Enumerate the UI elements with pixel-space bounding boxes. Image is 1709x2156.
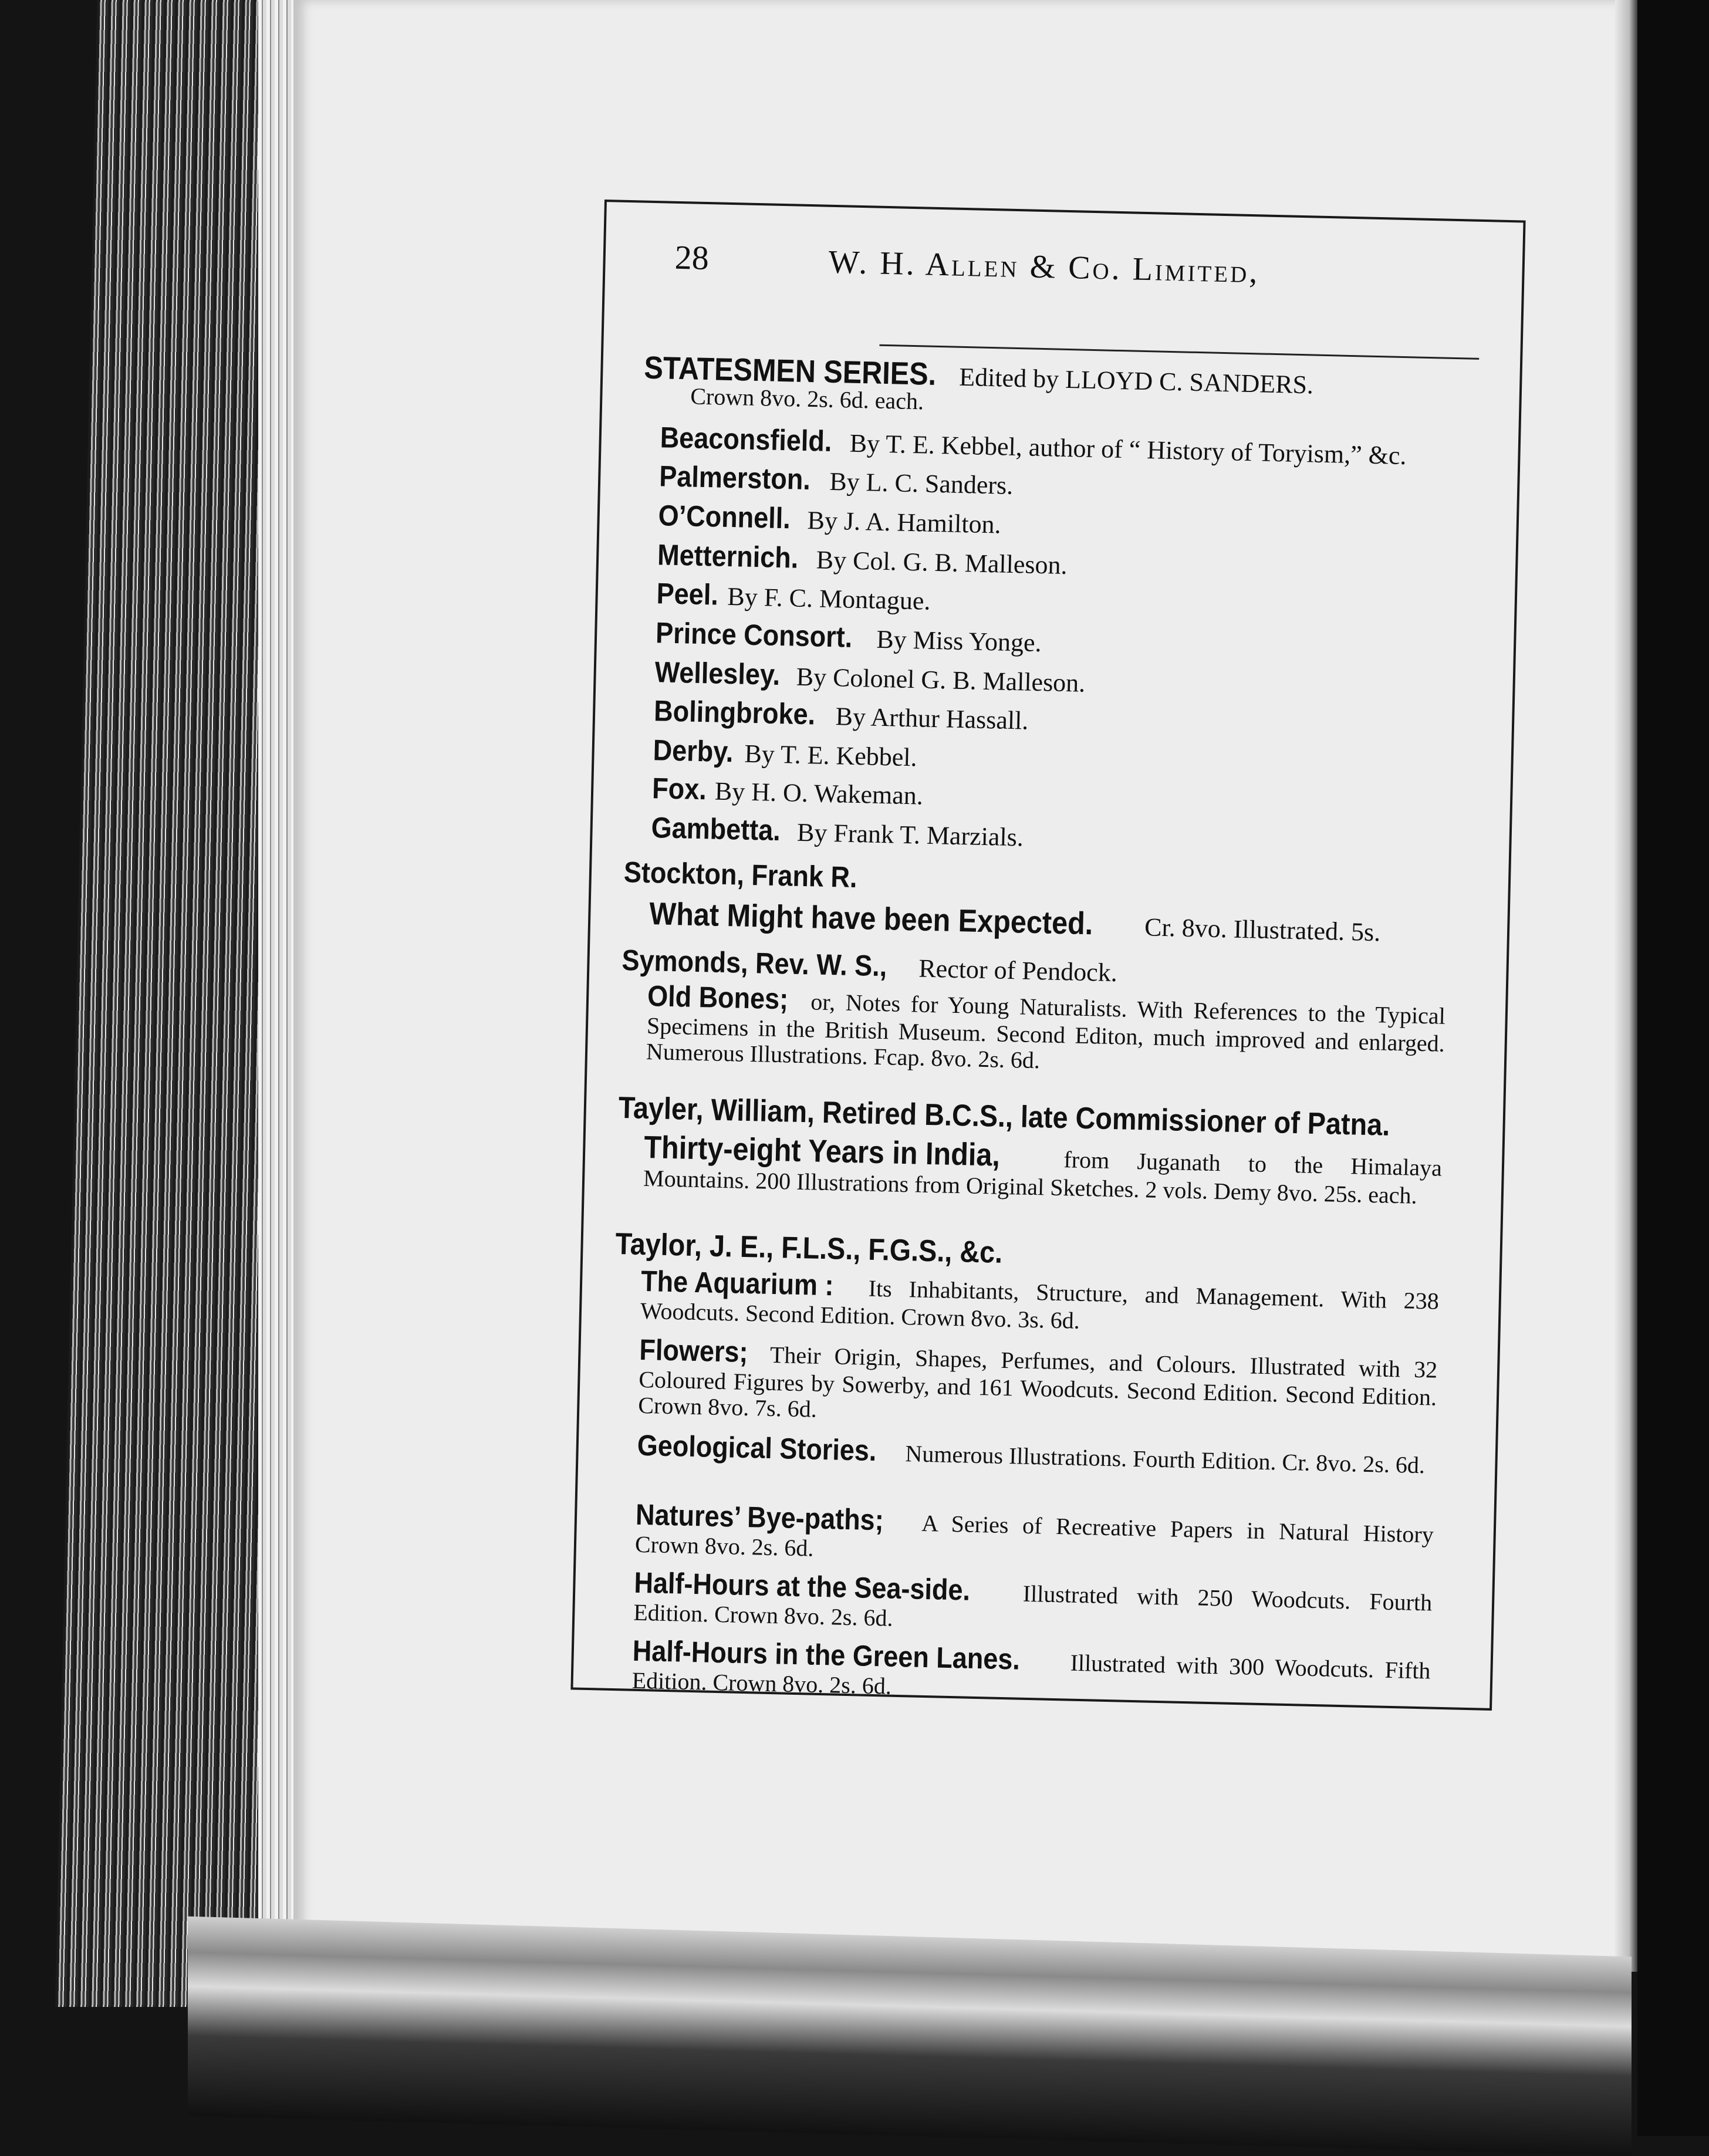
item-text: By Arthur Hassall.	[835, 702, 1029, 735]
book-entry	[637, 1428, 1436, 1481]
item-text: By Colonel G. B. Malleson.	[796, 662, 1086, 698]
item-title: Gambetta.	[651, 811, 781, 847]
item-text: By J. A. Hamilton.	[807, 505, 1002, 539]
book-entry	[649, 895, 1381, 948]
item-title: Palmerston.	[658, 459, 811, 496]
book-entry	[635, 1498, 1434, 1576]
right-page-edge	[1615, 0, 1639, 1972]
item-title: Prince Consort.	[655, 616, 853, 654]
item-title: Beaconsfield.	[660, 421, 832, 458]
item-title: Bolingbroke.	[653, 694, 816, 731]
book-details: Their Origin, Shapes, Perfumes, and Colours. Illustrated with 32 Coloured Figures by Sowerby, and 161 Woodcuts. Second Edition. Second Edition. Crown 8vo. 7s. 6d.	[637, 1341, 1438, 1422]
book-title: The Aquarium :	[640, 1264, 835, 1302]
book-details: A Series of Recreative Papers in Natural History Crown 8vo. 2s. 6d.	[634, 1509, 1434, 1562]
book-entry	[640, 1264, 1440, 1342]
book-title: Thirty-eight Years in India,	[643, 1129, 1001, 1173]
book-title: What Might have been Expected.	[649, 896, 1094, 942]
author-heading	[623, 855, 883, 895]
list-item	[659, 459, 1014, 501]
item-text: By T. E. Kebbel.	[744, 739, 918, 772]
item-text: By Miss Yonge.	[876, 624, 1042, 658]
printed-page-frame	[570, 200, 1525, 1711]
author-name: Tayler, William, Retired B.C.S., late Commissioner of Patna.	[618, 1090, 1390, 1143]
author-name: Symonds, Rev. W. S.,	[621, 944, 887, 983]
list-item	[654, 694, 1029, 736]
right-background	[1637, 0, 1709, 2136]
list-item	[654, 655, 1086, 699]
item-text: By T. E. Kebbel, author of “ History of Toryism,” &c.	[849, 428, 1407, 471]
item-title: Metternich.	[657, 538, 799, 575]
book-title: Half-Hours at the Sea-side.	[633, 1566, 971, 1607]
book-title: Natures’ Bye-paths;	[635, 1498, 884, 1537]
item-text: By L. C. Sanders.	[829, 467, 1014, 500]
series-heading: STATESMEN SERIES.	[643, 350, 937, 392]
book-details: Its Inhabitants, Structure, and Management. With 238 Woodcuts. Second Edition. Crown 8vo. 3s. 6d.	[640, 1275, 1440, 1334]
running-title: W. H. Allen & Co. Limited,	[828, 244, 1261, 290]
book-title: Flowers;	[639, 1333, 749, 1369]
book-entry	[646, 979, 1446, 1083]
page-number: 28	[674, 238, 710, 278]
item-text: By Frank T. Marzials.	[796, 817, 1024, 852]
author-name: Taylor, J. E., F.L.S., F.G.S., &c.	[614, 1226, 1003, 1270]
item-title: Wellesley.	[654, 655, 781, 691]
book-details: Numerous Illustrations. Fourth Edition. Cr. 8vo. 2s. 6d.	[905, 1440, 1426, 1479]
page-header	[604, 202, 1523, 322]
item-title: Fox.	[651, 772, 707, 806]
author-name: Stockton, Frank R.	[623, 856, 858, 894]
series-editor: Edited by LLOYD C. SANDERS.	[958, 362, 1314, 400]
book-title: Old Bones;	[647, 979, 789, 1016]
item-title: O’Connell.	[658, 499, 791, 535]
list-item	[653, 733, 917, 773]
item-text: By H. O. Wakeman.	[714, 776, 924, 810]
bottom-page-edges	[188, 1917, 1632, 2156]
book-details: Illustrated with 250 Woodcuts. Fourth Edition. Crown 8vo. 2s. 6d.	[633, 1580, 1433, 1631]
series-details: Crown 8vo. 2s. 6d. each.	[690, 383, 924, 415]
list-item	[658, 498, 1001, 540]
list-item	[652, 771, 924, 811]
book-entry	[633, 1566, 1433, 1644]
author-note: Rector of Pendock.	[918, 954, 1118, 988]
book-title: Half-Hours in the Green Lanes.	[632, 1634, 1021, 1676]
list-item	[656, 616, 1042, 658]
item-title: Peel.	[656, 577, 719, 611]
book-details: Illustrated with 300 Woodcuts. Fifth Edition. Crown 8vo. 2s. 6d.	[631, 1649, 1431, 1699]
book-title: Geological Stories.	[637, 1428, 877, 1468]
book-details: from Juganath to the Himalaya Mountains. 200 Illustrations from Original Sketches. 2 vols. Demy 8vo. 25s. each.	[643, 1146, 1443, 1209]
list-item	[657, 538, 1068, 581]
list-item	[656, 576, 931, 617]
item-text: By Col. G. B. Malleson.	[816, 545, 1068, 580]
book-details: Cr. 8vo. Illustrated. 5s.	[1144, 913, 1381, 947]
book-details: or, Notes for Young Naturalists. With References to the Typical Specimens in the British Museum. Second Editon, much improved and enlarged. Numerous Illustrations. Fcap. 8vo. 2s. 6d.	[646, 988, 1446, 1074]
item-title: Derby.	[653, 734, 734, 769]
item-text: By F. C. Montague.	[727, 582, 931, 616]
book-entry	[638, 1333, 1438, 1437]
list-item	[651, 810, 1024, 853]
